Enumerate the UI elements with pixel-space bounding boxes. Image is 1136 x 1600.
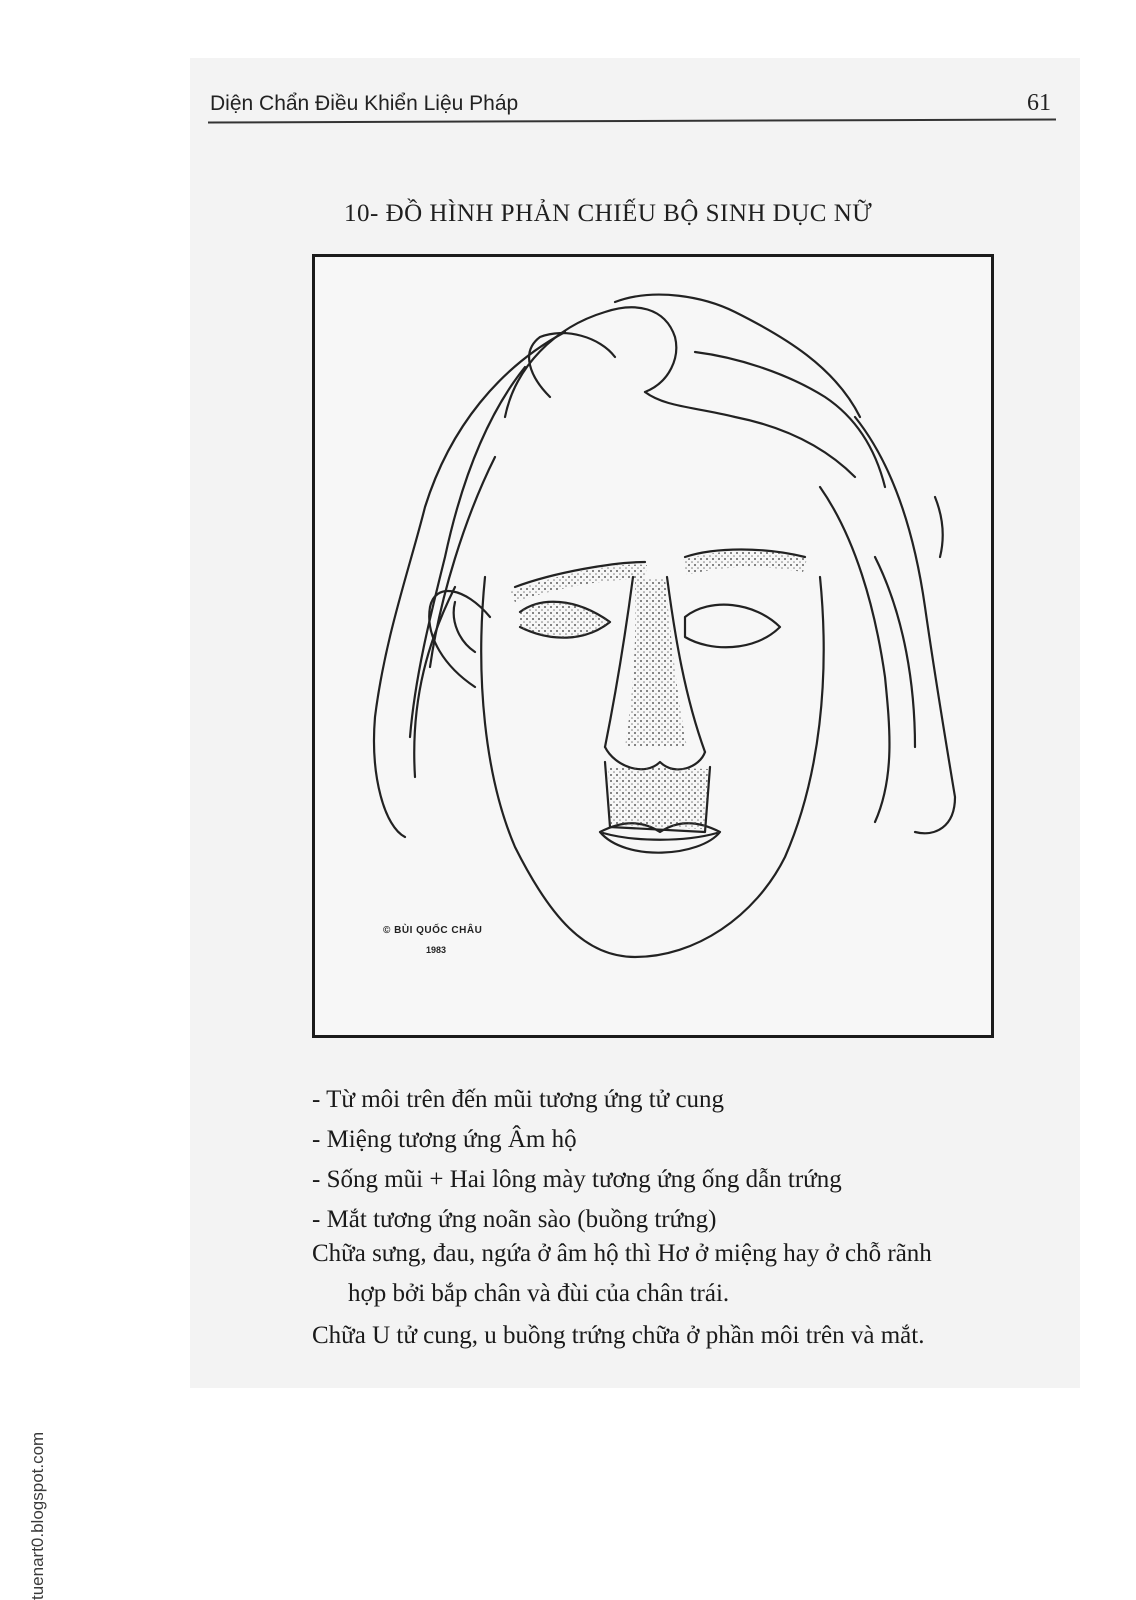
- figure-title: 10- ĐỒ HÌNH PHẢN CHIẾU BỘ SINH DỤC NỮ: [344, 200, 873, 227]
- legend-list: [312, 1080, 842, 1240]
- hair-top: [505, 307, 676, 417]
- copyright-label: © BÙI QUỐC CHÂU: [383, 925, 483, 936]
- legend-item: - Sống mũi + Hai lông mày tương ứng ống dẫn trứng: [312, 1166, 842, 1193]
- face-line-drawing: [315, 257, 991, 1035]
- treatment-note-vulva: Chữa sưng, đau, ngứa ở âm hộ thì Hơ ở miệng hay ở chỗ rãnh: [312, 1240, 932, 1267]
- eye-right: [685, 605, 780, 648]
- eyebrow-zone-right: [683, 551, 807, 575]
- running-head: Diện Chẩn Điều Khiển Liệu Pháp: [210, 92, 519, 115]
- page-number: 61: [1027, 90, 1051, 116]
- hair-right: [855, 417, 955, 833]
- treatment-note-tumor: Chữa U tử cung, u buồng trứng chữa ở phần môi trên và mắt.: [312, 1322, 925, 1349]
- eye-zone-left: [520, 602, 610, 638]
- face-reflex-figure: [312, 254, 994, 1038]
- legend-item: - Từ môi trên đến mũi tương ứng tử cung: [312, 1086, 725, 1113]
- legend-item: - Mắt tương ứng noãn sào (buồng trứng): [312, 1206, 717, 1233]
- copyright-year: 1983: [426, 945, 447, 955]
- legend-item: - Miệng tương ứng Âm hộ: [312, 1126, 577, 1153]
- blog-watermark: tuenart0.blogspot.com: [28, 1431, 47, 1600]
- nose-zone: [625, 579, 687, 747]
- upper-lip-zone-fill: [608, 767, 708, 829]
- treatment-note-vulva-continued: hợp bởi bắp chân và đùi của chân trái.: [348, 1280, 730, 1307]
